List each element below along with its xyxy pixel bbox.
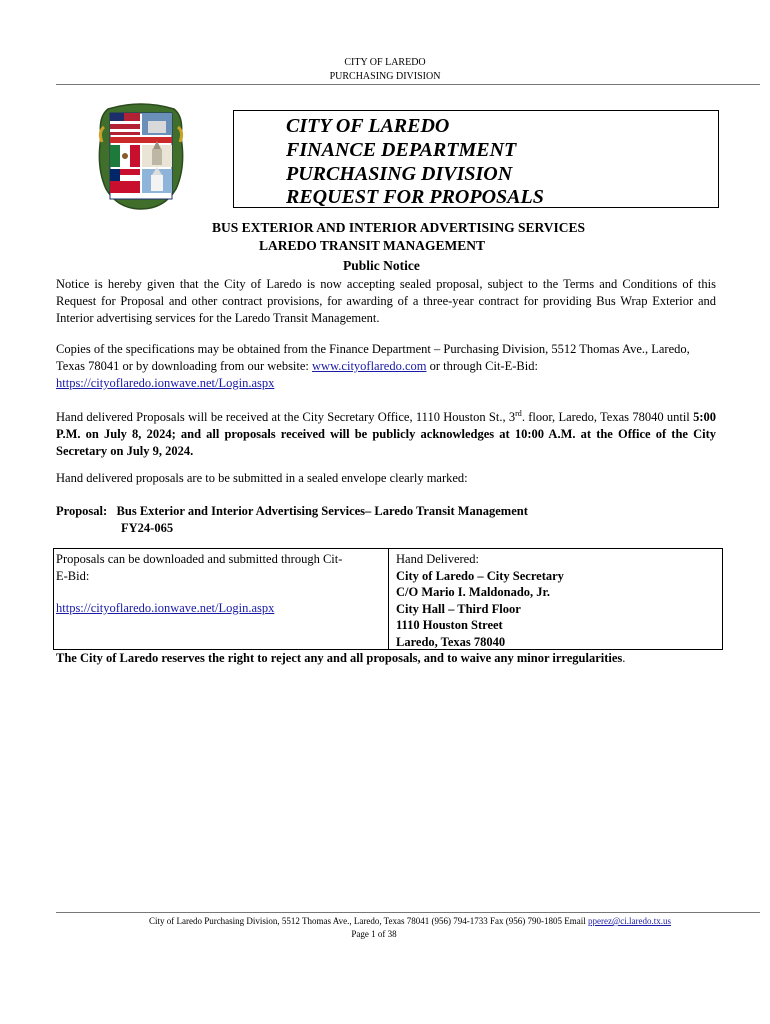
page-number: Page 1 of 38 [351, 929, 397, 939]
copies-text: Copies of the specifications may be obtained from the Finance Department – Purchasing Division, 5512 Thomas Ave., Laredo, Texas 78041 or by downloading from our website: [56, 342, 690, 373]
hand-delivered-heading: Hand Delivered: [396, 552, 479, 566]
proposal-line [56, 503, 736, 520]
table-left-cell [56, 551, 384, 617]
footer-rule [56, 912, 760, 913]
notice-paragraph: Notice is hereby given that the City of Laredo is now accepting sealed proposal, subject to the Terms and Conditions of this Request for Proposal and other contract provisions, for awarding of a three-year contract for providing Bus Wrap Exterior and Interior advertising services for the Laredo Transit Management. [56, 277, 716, 325]
footer-contact [0, 915, 770, 928]
address-line-3: City Hall – Third Floor [396, 601, 521, 616]
title-line-4: REQUEST FOR PROPOSALS [286, 186, 544, 208]
footer-email-link[interactable]: pperez@ci.laredo.tx.us [588, 916, 672, 926]
table-ionwave-link[interactable]: https://cityoflaredo.ionwave.net/Login.aspx [56, 601, 275, 615]
ordinal-superscript: rd [515, 409, 522, 418]
title-line-2: FINANCE DEPARTMENT [286, 139, 517, 161]
envelope-instructions: Hand delivered proposals are to be submitted in a sealed envelope clearly marked: [56, 471, 468, 485]
reserve-period: . [622, 651, 626, 665]
title-box [233, 110, 719, 208]
deadline-text: 5:00 P.M. on July 8, 2024; and all proposals received will be publicly acknowledges at 10:00 A.M. at the Office of the City Secretary on July 9, 2024. [56, 410, 717, 459]
project-title-line-1: BUS EXTERIOR AND INTERIOR ADVERTISING SERVICES [212, 220, 586, 235]
header-line-2: PURCHASING DIVISION [329, 71, 441, 82]
address-line-4: 1110 Houston Street [396, 618, 503, 632]
download-text-line-2: E-Bid: [56, 568, 90, 583]
address-line-5: Laredo, Texas 78040 [396, 634, 506, 649]
header-line-1: CITY OF LAREDO [344, 57, 426, 68]
public-notice-heading: Public Notice [343, 258, 420, 273]
reserve-text: The City of Laredo reserves the right to reject any and all proposals, and to waive any minor irregularities [56, 651, 623, 665]
proposal-label: Proposal: [56, 504, 108, 518]
title-line-1: CITY OF LAREDO [286, 115, 450, 137]
submission-table [53, 548, 723, 650]
website-link[interactable]: www.cityoflaredo.com [312, 359, 427, 373]
download-text-line-1: Proposals can be downloaded and submitted through Cit- [56, 552, 343, 566]
hand-delivered-text: Hand delivered Proposals will be received at the City Secretary Office, 1110 Houston St., 3 [56, 410, 516, 425]
address-line-1: City of Laredo – City Secretary [396, 568, 564, 583]
city-seal-crest [96, 97, 186, 210]
hand-delivered-paragraph [56, 405, 716, 460]
title-line-3: PURCHASING DIVISION [286, 163, 513, 185]
proposal-name: Bus Exterior and Interior Advertising Services– Laredo Transit Management [116, 504, 528, 518]
copies-text-2: or through Cit-E-Bid: [426, 359, 538, 373]
reserve-statement [56, 650, 756, 667]
ionwave-link[interactable]: https://cityoflaredo.ionwave.net/Login.aspx [56, 376, 275, 390]
header-rule [56, 84, 760, 85]
copies-paragraph [56, 341, 716, 392]
table-right-cell [396, 551, 716, 650]
project-title-line-2: LAREDO TRANSIT MANAGEMENT [259, 238, 486, 253]
address-line-2: C/O Mario I. Maldonado, Jr. [396, 585, 551, 599]
footer-text: City of Laredo Purchasing Division, 5512 Thomas Ave., Laredo, Texas 78041 (956) 794-1733 Fax (956) 790-1805 Email [148, 916, 589, 926]
hand-delivered-text-2: . floor, Laredo, Texas 78040 until [521, 410, 694, 425]
proposal-number: FY24-065 [121, 521, 174, 535]
table-divider [388, 549, 389, 649]
